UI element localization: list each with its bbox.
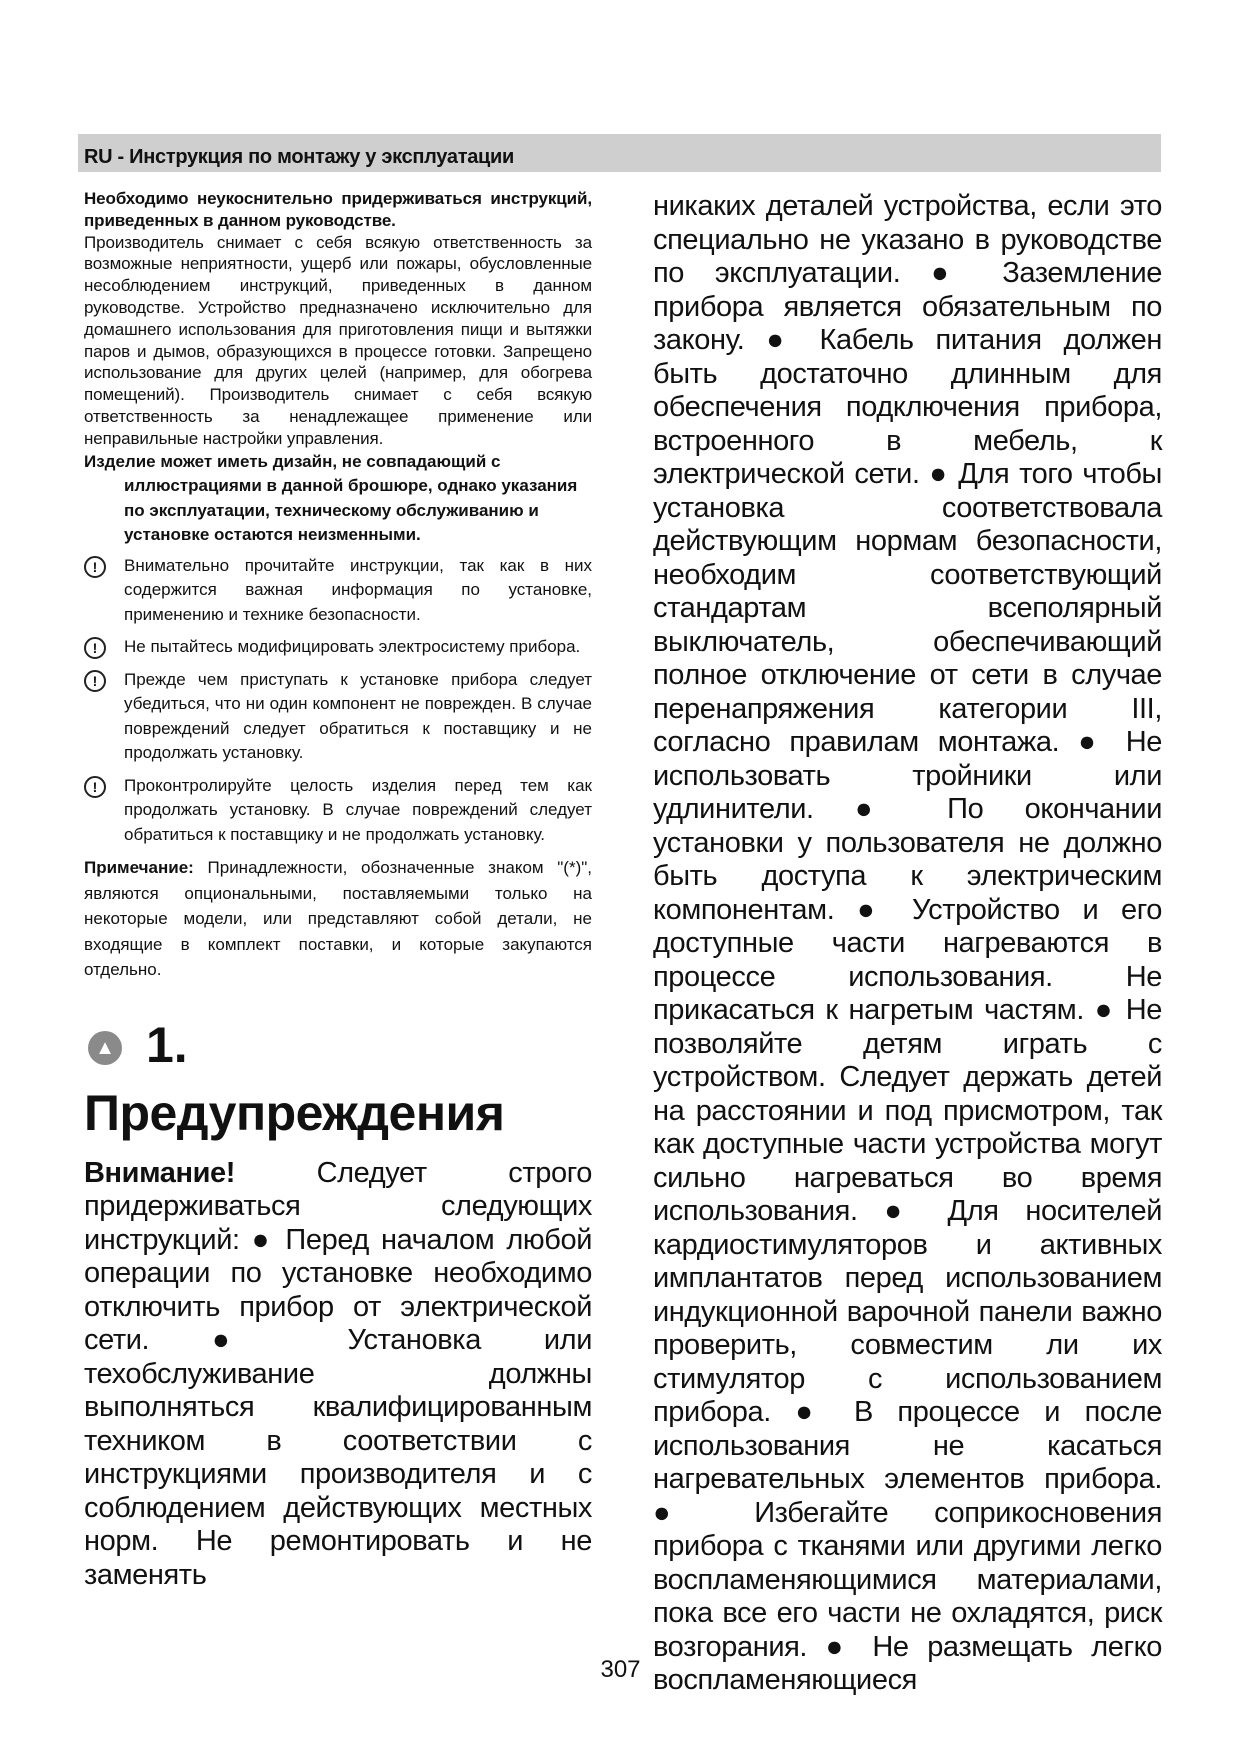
right-column — [653, 190, 1162, 1698]
warning-item — [84, 635, 592, 660]
note-text: Принадлежности, обозначенные знаком "(*)", являются опциональными, поставляемыми только на некоторые модели, или представляют собой детали, не входящие в комплект поставки, и которые закупаются отдельно. — [84, 858, 592, 980]
attention-paragraph — [84, 1157, 592, 1593]
page-header-title: RU - Инструкция по монтажу у эксплуатации — [84, 146, 514, 168]
intro-text: Производитель снимает с себя всякую ответственность за возможные неприятности, ущерб или пожары, обусловленные несоблюдением инструкций, приведенных в данном руководстве. Устройство предназначено исключительно для домашнего использования для приготовления пищи и вытяжки паров и дымов, образующихся в процессе готовки. Запрещено использование для других целей (например, для обогрева помещений). Производитель снимает с себя всякую ответственность за ненадлежащее применение или неправильные настройки управления. — [84, 232, 592, 448]
warning-text: Внимательно прочитайте инструкции, так как в них содержится важная информация по установке, применению и технике безопасности. — [124, 555, 592, 624]
warning-item — [84, 774, 592, 848]
page-number: 307 — [600, 1656, 641, 1683]
attention-label: Внимание! — [84, 1156, 236, 1189]
section-title: Предупреждения — [84, 1084, 505, 1141]
warning-item — [84, 668, 592, 766]
exclamation-circle-icon: ! — [84, 670, 106, 692]
exclamation-circle-icon: ! — [84, 637, 106, 659]
warning-text: Проконтролируйте целость изделия перед тем как продолжать установку. В случае повреждений следует обратиться к поставщику и не продолжать установку. — [124, 775, 592, 844]
exclamation-circle-icon: ! — [84, 776, 106, 798]
attention-text: Следует строго придерживаться следующих инструкций: ● Перед началом любой операции по установке необходимо отключить прибор от электрической сети. ● Установка или техобслуживание должны выполняться квалифицированным техником в соответствии с инструкциями производителя и с соблюдением действующих местных норм. Не ремонтировать и не заменять — [84, 1156, 592, 1591]
section-number: 1. — [146, 1016, 188, 1073]
warning-text: Не пытайтесь модифицировать электросистему прибора. — [124, 637, 581, 657]
right-column-text: никаких деталей устройства, если это специально не указано в руководстве по эксплуатации. ● Заземление прибора является обязательным по закону. ● Кабель питания должен быть достаточно длинным для обеспечения подключения прибора, встроенного в мебель, к электрической сети. ● Для того чтобы установка соответствовала действующим нормам безопасности, необходим соответствующий стандартам всеполярный выключатель, обеспечивающий полное отключение от сети в случае перенапряжения категории III, согласно правилам монтажа. ● Не использовать тройники или удлинители. ● По окончании установки у пользователя не должно быть доступа к электрическим компонентам. ● Устройство и его доступные части нагреваются в процессе использования. Не прикасаться к нагретым частям. ● Не позволяйте детям играть с устройством. Следует держать детей на расстоянии и под присмотром, так как доступные части устройства могут сильно нагреваться во время использования. ● Для носителей кардиостимуляторов и активных имплантатов перед использованием индукционной варочной панели важно проверить, совместим ли их стимулятор с использованием прибора. ● В процессе и после использования не касаться нагревательных элементов прибора. ● Избегайте соприкосновения прибора с тканями или другими легко воспламеняющимися материалами, пока все его части не охладятся, риск возгорания. ● Не размещать легко воспламеняющиеся — [653, 190, 1162, 1696]
warning-triangle-icon: ▲ — [88, 1031, 122, 1065]
exclamation-circle-icon: ! — [84, 556, 106, 578]
warning-text: Прежде чем приступать к установке прибора следует убедиться, что ни один компонент не поврежден. В случае повреждений следует обратиться к поставщику и не продолжать установку. — [124, 669, 592, 763]
section-heading — [84, 1017, 592, 1073]
intro-bold: Необходимо неукоснительно придерживаться инструкций, приведенных в данном руководстве. — [84, 189, 592, 230]
left-column — [84, 188, 592, 1592]
note-label: Примечание: — [84, 858, 194, 878]
warning-item — [84, 554, 592, 628]
design-note: Изделие может иметь дизайн, не совпадающий с иллюстрациями в данной брошюре, однако указания по эксплуатации, техническому обслуживанию и установке остаются неизменными. — [84, 451, 578, 545]
note — [84, 855, 592, 983]
